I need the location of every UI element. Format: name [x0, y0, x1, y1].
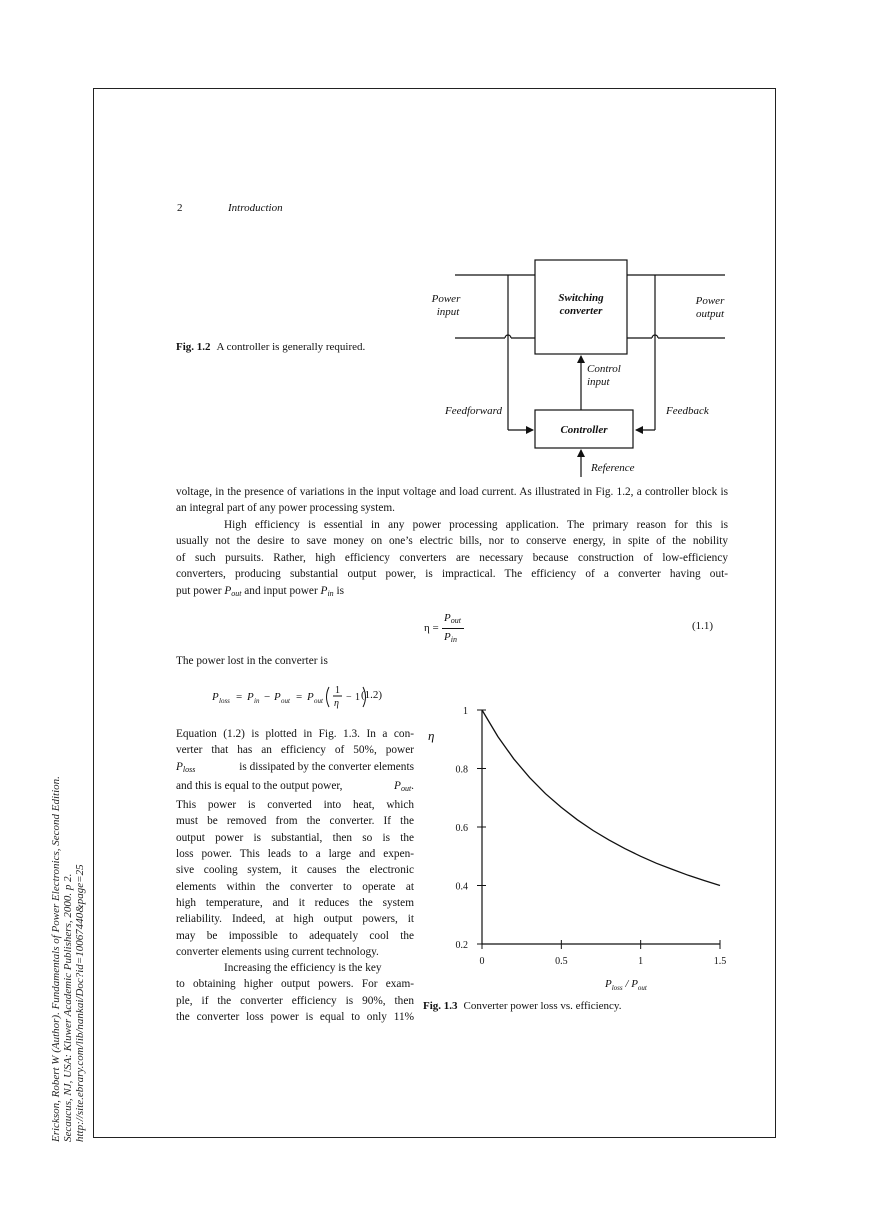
svg-text:=: = [296, 691, 303, 703]
equation-1-1-num-p: P [444, 612, 451, 624]
svg-text:Ploss / Pout [604, 978, 648, 992]
fraction-bar [442, 628, 464, 629]
paragraph-2-line-2: usually not the desire to save money on one’s electric bills, nor to conserve energy, in spite of the nobility [176, 535, 728, 548]
figure-1-2-caption-label: Fig. 1.2 [176, 341, 211, 353]
control-input-label-1: Control [587, 363, 621, 375]
power-lost-text: The power lost in the converter is [176, 655, 328, 667]
col-line-5: This power is converted into heat, which [176, 799, 414, 812]
x-label-sub2: out [637, 984, 647, 992]
figure-1-3-chart [420, 700, 740, 1000]
equation-1-2-number: (1.2) [361, 689, 383, 701]
paragraph-1-text: voltage, in the presence of variations in the input voltage and load current. As illustrated in Fig. 1.2, a controller block is an integral part of any power processing system. [176, 486, 728, 515]
symbol-p-out: P [224, 584, 232, 597]
equation-1-1-denominator [444, 631, 457, 644]
svg-text:=: = [236, 691, 243, 703]
side-citation-line-3: http://site.ebrary.com/lib/nankai/Doc?id=10067440&page=25 [74, 864, 86, 1142]
feedforward-label: Feedforward [444, 405, 502, 417]
svg-text:−: − [346, 692, 352, 703]
y-tick-label: 0.6 [455, 823, 468, 834]
equation-1-1-den-sub: in [450, 635, 457, 644]
col-line-8: loss power. This leads to a large and expen- [176, 848, 414, 861]
efficiency-curve [482, 710, 720, 886]
symbol-p-in: P [320, 584, 328, 597]
equation-1-1-numerator [444, 612, 461, 625]
equation-1-1-number: (1.1) [692, 620, 714, 632]
paragraph-2-text-a: put power [176, 584, 225, 597]
paragraph-2-line-3: of such pursuits. Rather, high efficiency converters are necessary because construction of low-efficiency [176, 551, 728, 564]
svg-text:P: P [212, 691, 219, 703]
svg-text:η: η [334, 698, 339, 709]
paragraph-2-text-c: is [333, 584, 345, 597]
svg-text:out: out [281, 697, 290, 705]
y-tick-label: 0.8 [455, 764, 468, 776]
figure-1-3-caption [423, 1000, 621, 1012]
paragraph-1 [176, 484, 728, 517]
side-citation [50, 776, 86, 1142]
equation-1-1-lhs: η = [424, 622, 439, 634]
col-line-18: the converter loss power is equal to only 11% [176, 1011, 414, 1024]
switching-label-1: Switching [558, 292, 604, 304]
running-title: Introduction [228, 202, 283, 214]
power-input-label-1: Power [431, 293, 461, 305]
y-tick-label: 0.2 [455, 940, 468, 951]
figure-1-3-caption-label: Fig. 1.3 [423, 1000, 458, 1012]
svg-text:out: out [314, 697, 323, 705]
col-line-3-text: is dissipated by the converter elements [239, 760, 414, 773]
svg-text:1: 1 [335, 685, 340, 696]
col-line-10: elements within the converter to operate at [176, 880, 414, 893]
paragraph-2 [176, 517, 728, 602]
figure-1-2-caption [176, 341, 365, 353]
col-line-13: may be impossible to adequately cool the [176, 929, 414, 942]
paragraph-2-text-b: and input power [241, 584, 321, 597]
col-line-16: to obtaining higher output powers. For exam- [176, 978, 414, 991]
paragraph-2-line-1: High efficiency is essential in any power processing application. The primary reason for this is [224, 519, 728, 531]
col-line-6: must be removed from the converter. If the [176, 815, 414, 828]
feedback-label: Feedback [666, 405, 709, 417]
paragraph-2-line-5 [176, 583, 728, 602]
col-line-9: sive cooling system, it causes the electronic [176, 864, 414, 877]
x-axis-label [604, 978, 648, 992]
col-line-4-text: and this is equal to the output power, [176, 779, 343, 792]
power-output-label-2: output [695, 308, 725, 320]
control-input-label-2: input [587, 376, 610, 388]
col-line-11: high temperature, and it reduces the system [176, 896, 414, 909]
page-number: 2 [177, 202, 183, 214]
power-input-label-2: input [436, 306, 460, 318]
figure-1-3-caption-text: Converter power loss vs. efficiency. [463, 1000, 622, 1012]
side-citation-line-2: Secaucus, NJ, USA: Kluwer Academic Publishers, 2000. p 2. [62, 873, 74, 1142]
y-tick-label: 0.4 [455, 881, 468, 893]
x-label-mid: / P [622, 978, 638, 990]
switching-label-2: converter [559, 305, 603, 317]
column-paragraph-1 [176, 726, 414, 1025]
svg-text:loss: loss [219, 697, 230, 705]
symbol-p-out-sub: out [231, 588, 242, 598]
svg-text:1: 1 [355, 692, 360, 703]
col-line-17: ple, if the converter efficiency is 90%, then [176, 994, 414, 1007]
col-line-12: reliability. Indeed, at high output powers, it [176, 913, 414, 926]
x-label-p1: P [605, 978, 612, 990]
x-tick-label: 0 [479, 956, 485, 967]
y-axis-symbol: η [428, 728, 435, 743]
equation-1-1-den-p: P [444, 631, 451, 643]
col-line-15: Increasing the efficiency is the key [224, 962, 382, 975]
x-tick-label: 0.5 [555, 956, 568, 967]
svg-text:P: P [274, 691, 281, 703]
svg-text:P: P [307, 691, 314, 703]
col-line-7: output power is substantial, then so is the [176, 831, 414, 844]
x-tick-label: 1.5 [713, 956, 727, 967]
x-tick-label: 1 [638, 956, 644, 967]
power-output-label-1: Power [695, 295, 725, 307]
x-label-sub1: loss [611, 984, 623, 992]
col-line-14: converter elements using current technology. [176, 945, 379, 958]
col-line-1: Equation (1.2) is plotted in Fig. 1.3. In a con- [176, 728, 414, 740]
col-line-4: and this is equal to the output power, $P_{out}$. [176, 778, 414, 797]
y-tick-label: 1 [463, 706, 468, 717]
symbol-p-in-sub: in [327, 588, 334, 598]
side-citation-line-1: Erickson, Robert W (Author). Fundamentals of Power Electronics, Second Edition. [50, 776, 62, 1142]
svg-text:−: − [264, 691, 271, 703]
reference-label: Reference [591, 462, 635, 474]
svg-text:in: in [254, 697, 260, 705]
figure-1-2-caption-text: A controller is generally required. [216, 341, 366, 353]
svg-text:P: P [247, 691, 254, 703]
equation-1-1 [424, 612, 484, 646]
equation-1-1-num-sub: out [450, 616, 461, 625]
controller-label: Controller [560, 424, 608, 436]
paragraph-2-line-4: converters, producing substantial output power, is impractical. The efficiency of a converter having out- [176, 568, 728, 581]
col-line-2: verter that has an efficiency of 50%, power [176, 744, 414, 757]
figure-1-2-diagram [420, 252, 740, 480]
col-line-3: $P_{loss}$ is dissipated by the converter elements [176, 759, 414, 778]
